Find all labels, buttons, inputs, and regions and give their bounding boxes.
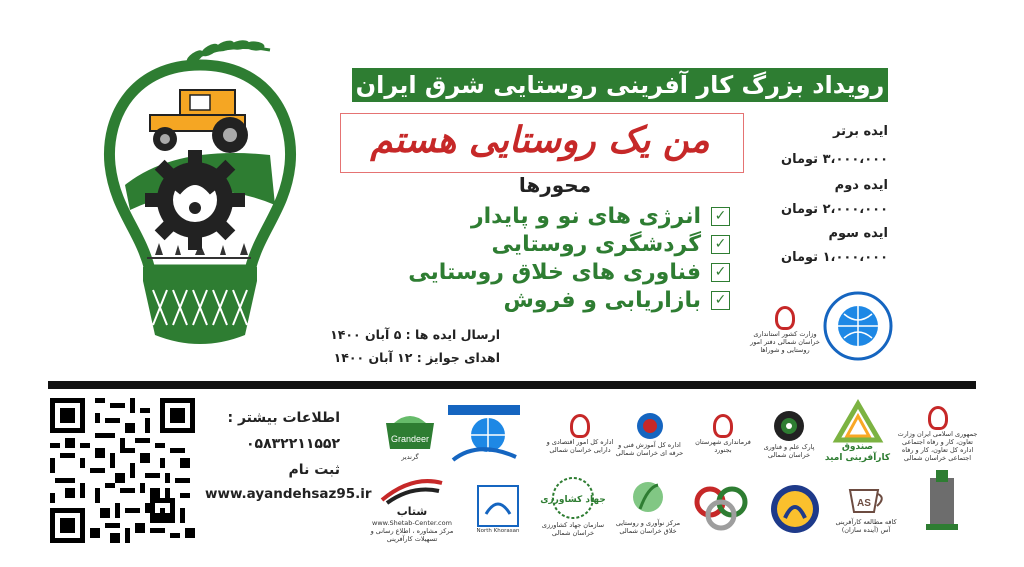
omid-icon (835, 402, 881, 442)
check-icon: ✓ (711, 235, 730, 254)
prize-amount: ۳،۰۰۰،۰۰۰ تومان (780, 152, 888, 167)
axis-item (408, 259, 730, 285)
science-park-icon (772, 409, 806, 443)
event-title: رویداد بزرگ کار آفرینی روستایی شرق ایران (352, 68, 888, 102)
axis-label: گردشگری روستایی (491, 231, 701, 257)
science-park-logo: پارک علم و فناوری خراسان شمالی (755, 405, 823, 463)
divider (48, 381, 976, 389)
omid-fund-logo: صندوق کارآفرینی امید (820, 400, 895, 466)
axis-item (420, 231, 730, 257)
prize-label: ایده برتر (833, 124, 888, 139)
grandeer-badge (380, 409, 440, 453)
slogan: من یک روستایی هستم (370, 120, 710, 161)
technical-vocational-logo: اداره کل آموزش فنی و حرفه ای خراسان شمالی (612, 405, 687, 463)
bojnurd-governorate-logo: فرمانداری شهرستان بجنورد (688, 405, 758, 463)
award-date: اهدای جوایز : ۱۲ آبان ۱۴۰۰ (333, 350, 500, 365)
grandeer-logo: Grandeer گرندیر (375, 405, 445, 465)
axis-label: فناوری های خلاق روستایی (408, 259, 701, 285)
iran-emblem-icon (570, 414, 590, 438)
prize-amount: ۱،۰۰۰،۰۰۰ تومان (780, 250, 888, 265)
svg-text:AS: AS (857, 497, 871, 509)
svg-text:جهاد کشاورزی: جهاد کشاورزی (540, 494, 606, 505)
shetab-icon (377, 475, 447, 505)
interior-ministry-logo: وزارت کشور استانداری خراسان شمالی دفتر امور روستایی و شوراها (745, 295, 825, 365)
gear-icon (145, 150, 245, 250)
shetab-logo: شتاب www.Shetab-Center.com مرکز مشاوره ، اطلاع رسانی و تسهیلات کارآفرینی (368, 475, 456, 543)
as-cafe-logo: AS کافه مطالعه کارآفرینی آس (آینده سازان) (830, 470, 902, 542)
leaf-icon (630, 479, 666, 519)
prize-label: ایده دوم (834, 178, 888, 193)
north-khorasan-logo: North Khorasan (468, 475, 528, 543)
iran-emblem-icon (775, 306, 795, 330)
qr-code[interactable] (50, 398, 195, 543)
website-link[interactable]: www.ayandehsaz95.ir (205, 486, 372, 502)
axis-label: بازاریابی و فروش (503, 287, 701, 313)
jahad-logo: جهاد کشاورزی سازمان جهاد کشاورزی خراسان شمالی (533, 470, 613, 542)
axis-item (420, 287, 730, 313)
axis-item (420, 203, 730, 229)
labor-ministry-logo: جمهوری اسلامی ایران وزارت تعاون، کار و رفاه اجتماعی اداره کل تعاون، کار و رفاه اجتماعی خراسان شمالی (895, 402, 980, 466)
khorasan-emblem (476, 484, 520, 528)
axis-label: انرژی های نو و پایدار (470, 203, 701, 229)
relief-committee-logo (768, 482, 822, 536)
coffee-cup-icon (844, 478, 888, 518)
prize-label: ایده سوم (828, 226, 888, 241)
submit-date: ارسال ایده ها : ۵ آبان ۱۴۰۰ (330, 327, 500, 342)
emblem-building-logo (912, 470, 972, 534)
prize-amount: ۲،۰۰۰،۰۰۰ تومان (780, 202, 888, 217)
bulb-logo (95, 35, 305, 365)
tvto-icon (635, 411, 665, 441)
iran-emblem-icon (713, 414, 733, 438)
globe-logo (822, 290, 894, 362)
svg-text:Grandeer: Grandeer (390, 433, 430, 444)
rings-logo (692, 482, 750, 532)
check-icon: ✓ (711, 263, 730, 282)
iran-emblem-icon (928, 406, 948, 430)
check-icon: ✓ (711, 291, 730, 310)
economy-office-logo: اداره کل امور اقتصادی و دارایی خراسان شمالی (540, 405, 620, 463)
globe-logo (448, 405, 520, 465)
creative-center-logo: مرکز نوآوری و روستایی خلاق خراسان شمالی (612, 472, 684, 542)
check-icon: ✓ (711, 207, 730, 226)
axes-heading: محورها (518, 173, 592, 197)
register-label[interactable]: ثبت نام (288, 462, 340, 478)
phone-number[interactable]: ۰۵۸۳۲۲۱۱۵۵۲ (246, 436, 340, 452)
info-heading: اطلاعات بیشتر : (227, 410, 340, 426)
